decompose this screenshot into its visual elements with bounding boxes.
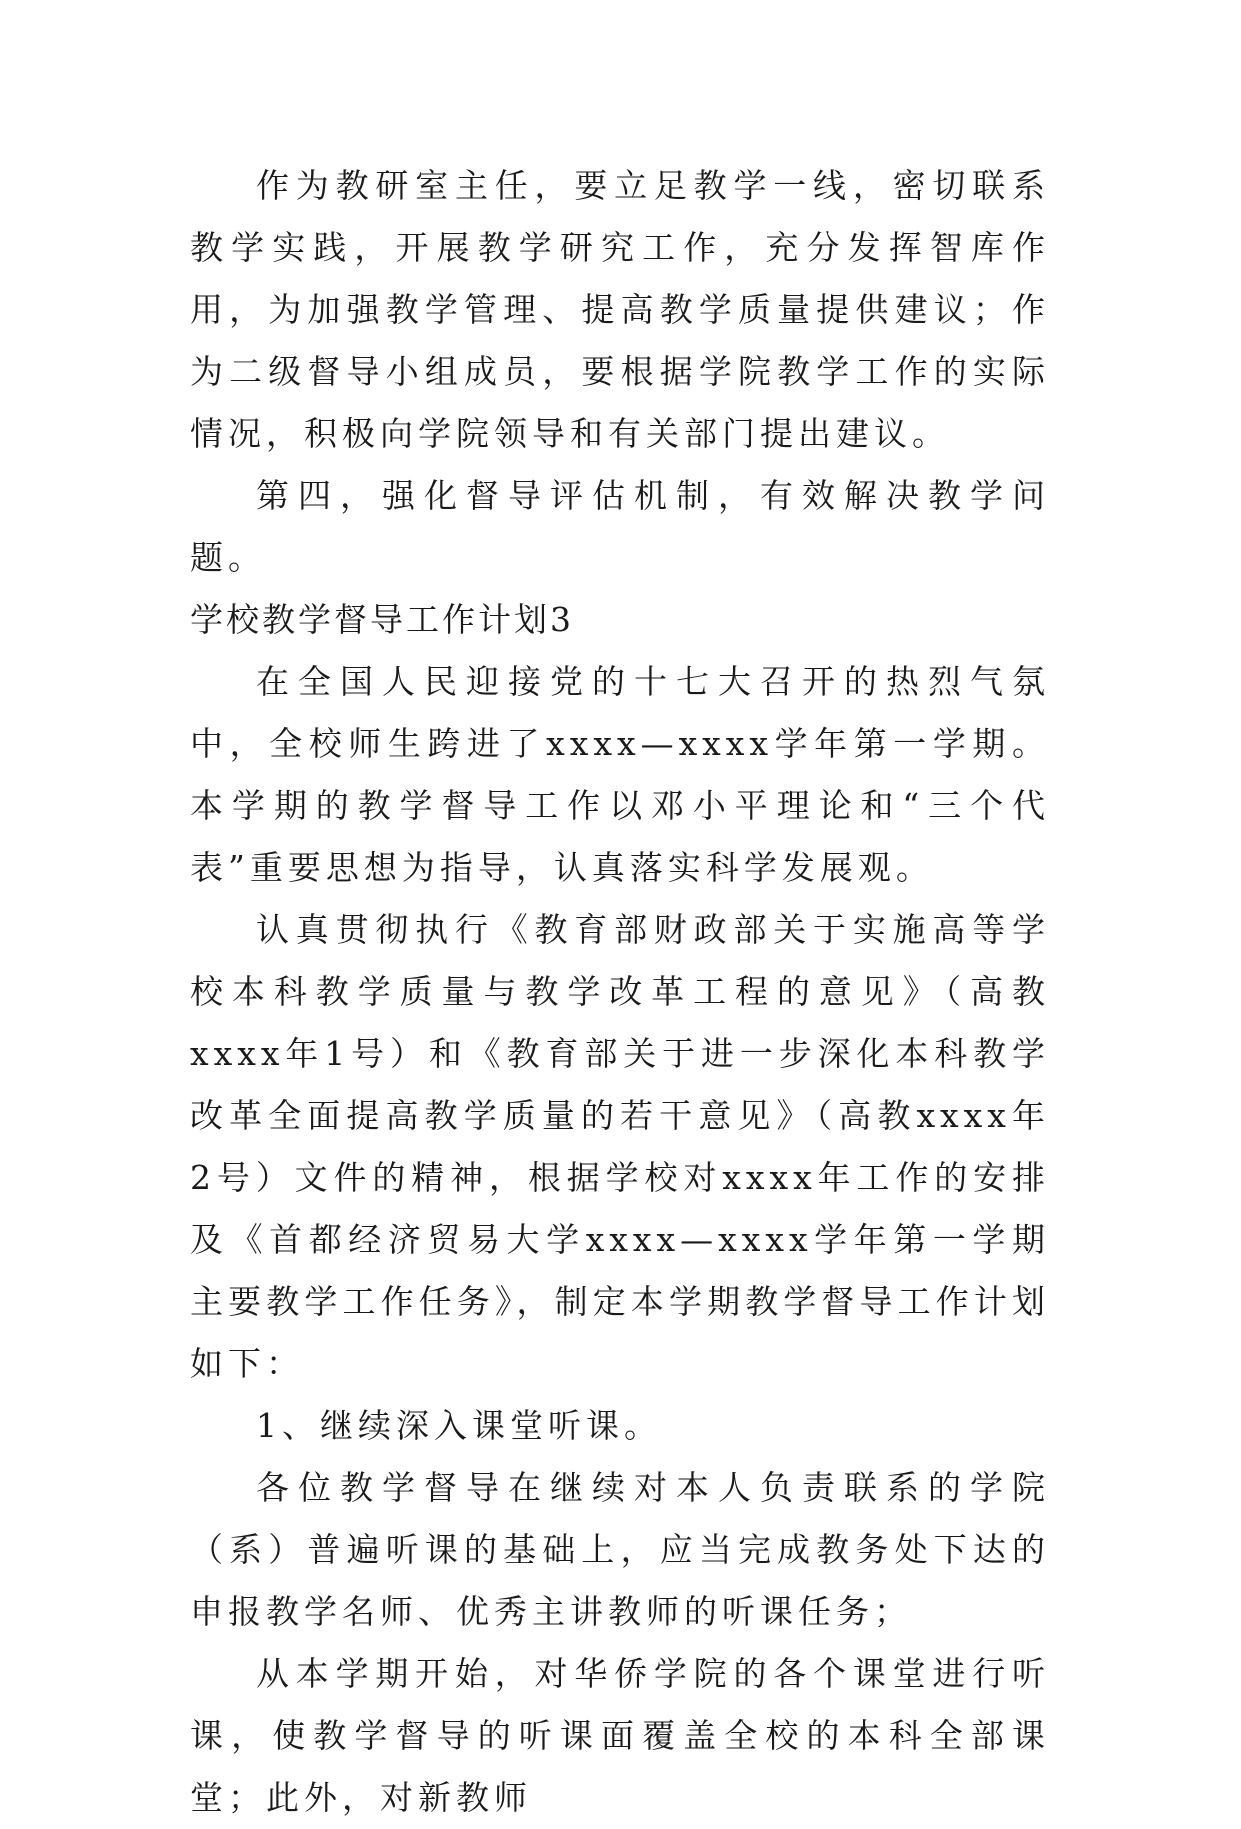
- paragraph-intro: 在全国人民迎接党的十七大召开的热烈气氛中，全校师生跨进了xxxx—xxxx学年第一学期。本学期的教学督导工作以邓小平理论和“三个代表”重要思想为指导，认真落实科学发展观。: [190, 662, 1050, 887]
- paragraph-item-one: 1、继续深入课堂听课。: [256, 1406, 662, 1445]
- section-heading: 学校教学督导工作计划3: [190, 600, 574, 639]
- paragraph-policy: 认真贯彻执行《教育部财政部关于实施高等学校本科教学质量与教学改革工程的意见》（高教xxxx年1号）和《教育部关于进一步深化本科教学改革全面提高教学质量的若干意见》（高教xxxx年2号）文件的精神，根据学校对xxxx年工作的安排及《首都经济贸易大学xxxx—xxxx学年第一学期主要教学工作任务》，制定本学期教学督导工作计划如下：: [190, 910, 1050, 1383]
- paragraph-director-role: 作为教研室主任，要立足教学一线，密切联系教学实践，开展教学研究工作，充分发挥智库作用，为加强教学管理、提高教学质量提供建议；作为二级督导小组成员，要根据学院教学工作的实际情况，积极向学院领导和有关部门提出建议。: [190, 166, 1050, 453]
- paragraph-coverage: 从本学期开始，对华侨学院的各个课堂进行听课，使教学督导的听课面覆盖全校的本科全部课堂；此外，对新教师: [190, 1654, 1050, 1817]
- paragraph-point-four: 第四，强化督导评估机制，有效解决教学问题。: [190, 476, 1050, 577]
- document-body: [190, 155, 1050, 1829]
- paragraph-supervisors: 各位教学督导在继续对本人负责联系的学院（系）普遍听课的基础上，应当完成教务处下达的申报教学名师、优秀主讲教师的听课任务；: [190, 1468, 1050, 1631]
